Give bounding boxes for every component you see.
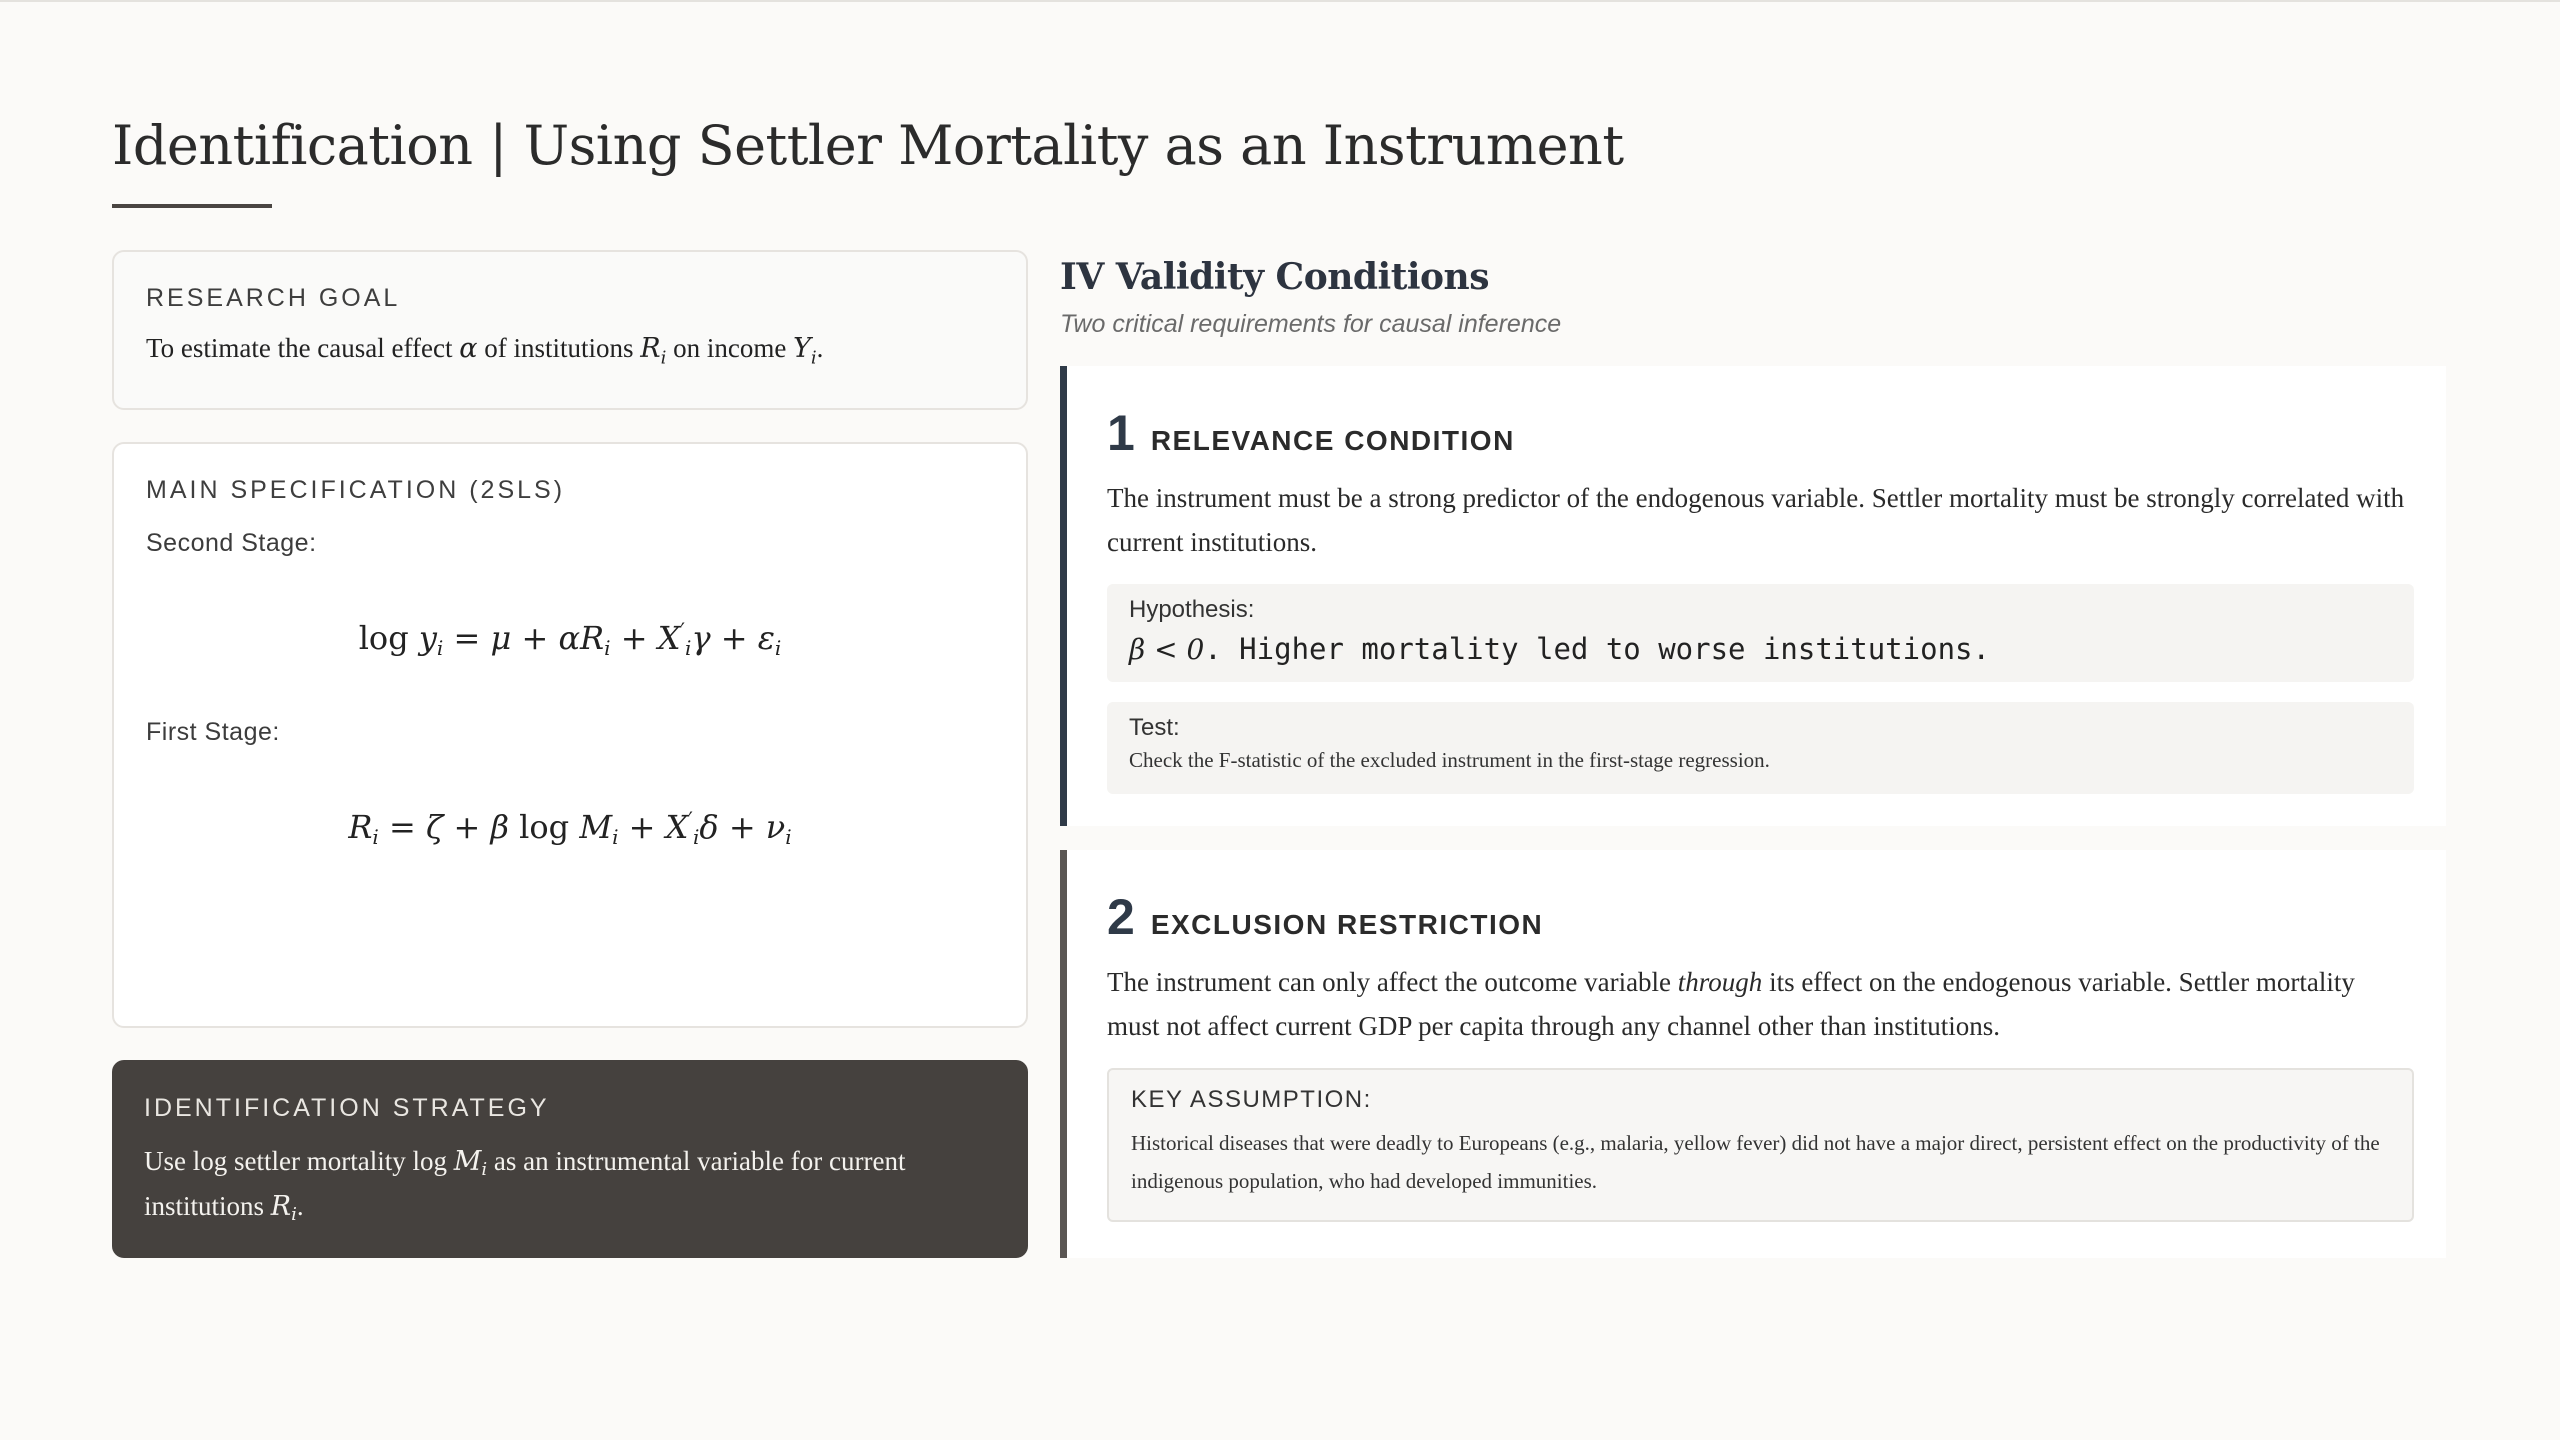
relevance-number: 1 bbox=[1107, 405, 1135, 461]
page-title: Identification | Using Settler Mortality as an Instrument bbox=[112, 114, 1624, 177]
first-stage-equation: $R_i = \zeta + \beta$ $\log M_i + X'_i\delta + \nu_i$ bbox=[348, 807, 792, 849]
relevance-title: RELEVANCE CONDITION bbox=[1150, 425, 1515, 456]
identification-strategy-card bbox=[112, 1060, 1028, 1258]
main-specification-label: MAIN SPECIFICATION (2SLS) bbox=[146, 476, 566, 504]
research-goal-card bbox=[112, 250, 1028, 410]
hypothesis-text: β < 0. Higher mortality led to worse institutions. bbox=[1129, 632, 1990, 666]
research-goal-text: To estimate the causal effect α of institutions $R_i$ on income $Y_i$. bbox=[146, 333, 824, 369]
identification-strategy-label: IDENTIFICATION STRATEGY bbox=[144, 1094, 550, 1122]
test-label: Test: bbox=[1129, 714, 1180, 741]
exclusion-number: 2 bbox=[1107, 889, 1135, 945]
identification-strategy-text: Use log settler mortality $\log M_i$ as an instrumental variable for current institutions $R_i$. bbox=[144, 1146, 906, 1225]
hypothesis-box bbox=[1107, 584, 2414, 682]
iv-conditions-title: IV Validity Conditions bbox=[1060, 256, 1489, 298]
relevance-text: The instrument must be a strong predictor of the endogenous variable. Settler mortality must be strongly correlated with current institutions. bbox=[1107, 483, 2405, 557]
main-specification-card bbox=[112, 442, 1028, 1028]
hypothesis-label: Hypothesis: bbox=[1129, 596, 1255, 623]
research-goal-label: RESEARCH GOAL bbox=[146, 284, 401, 312]
exclusion-restriction-card bbox=[1060, 850, 2446, 1258]
test-box bbox=[1107, 702, 2414, 794]
title-underline bbox=[112, 204, 272, 208]
second-stage-equation: $\log y_i = \mu + \alpha R_i + X'_i\gamma + \varepsilon_i$ bbox=[358, 618, 782, 660]
key-assumption-label: KEY ASSUMPTION: bbox=[1131, 1086, 1372, 1113]
exclusion-title: EXCLUSION RESTRICTION bbox=[1150, 909, 1544, 940]
first-stage-label: First Stage: bbox=[146, 718, 280, 746]
relevance-condition-card bbox=[1060, 366, 2446, 826]
iv-conditions-subtitle: Two critical requirements for causal inference bbox=[1060, 310, 1562, 338]
key-assumption-box bbox=[1107, 1068, 2414, 1222]
second-stage-label: Second Stage: bbox=[146, 529, 317, 557]
exclusion-text: The instrument can only affect the outcome variable through its effect on the endogenous variable. Settler mortality must not affect current GDP per capita through any channel other than institutions. bbox=[1107, 967, 2355, 1041]
key-assumption-text: Historical diseases that were deadly to Europeans (e.g., malaria, yellow fever) did not have a major direct, persistent effect on the productivity of the indigenous population, who had developed immunities. bbox=[1131, 1131, 2380, 1193]
test-text: Check the F-statistic of the excluded instrument in the first-stage regression. bbox=[1129, 748, 1770, 772]
